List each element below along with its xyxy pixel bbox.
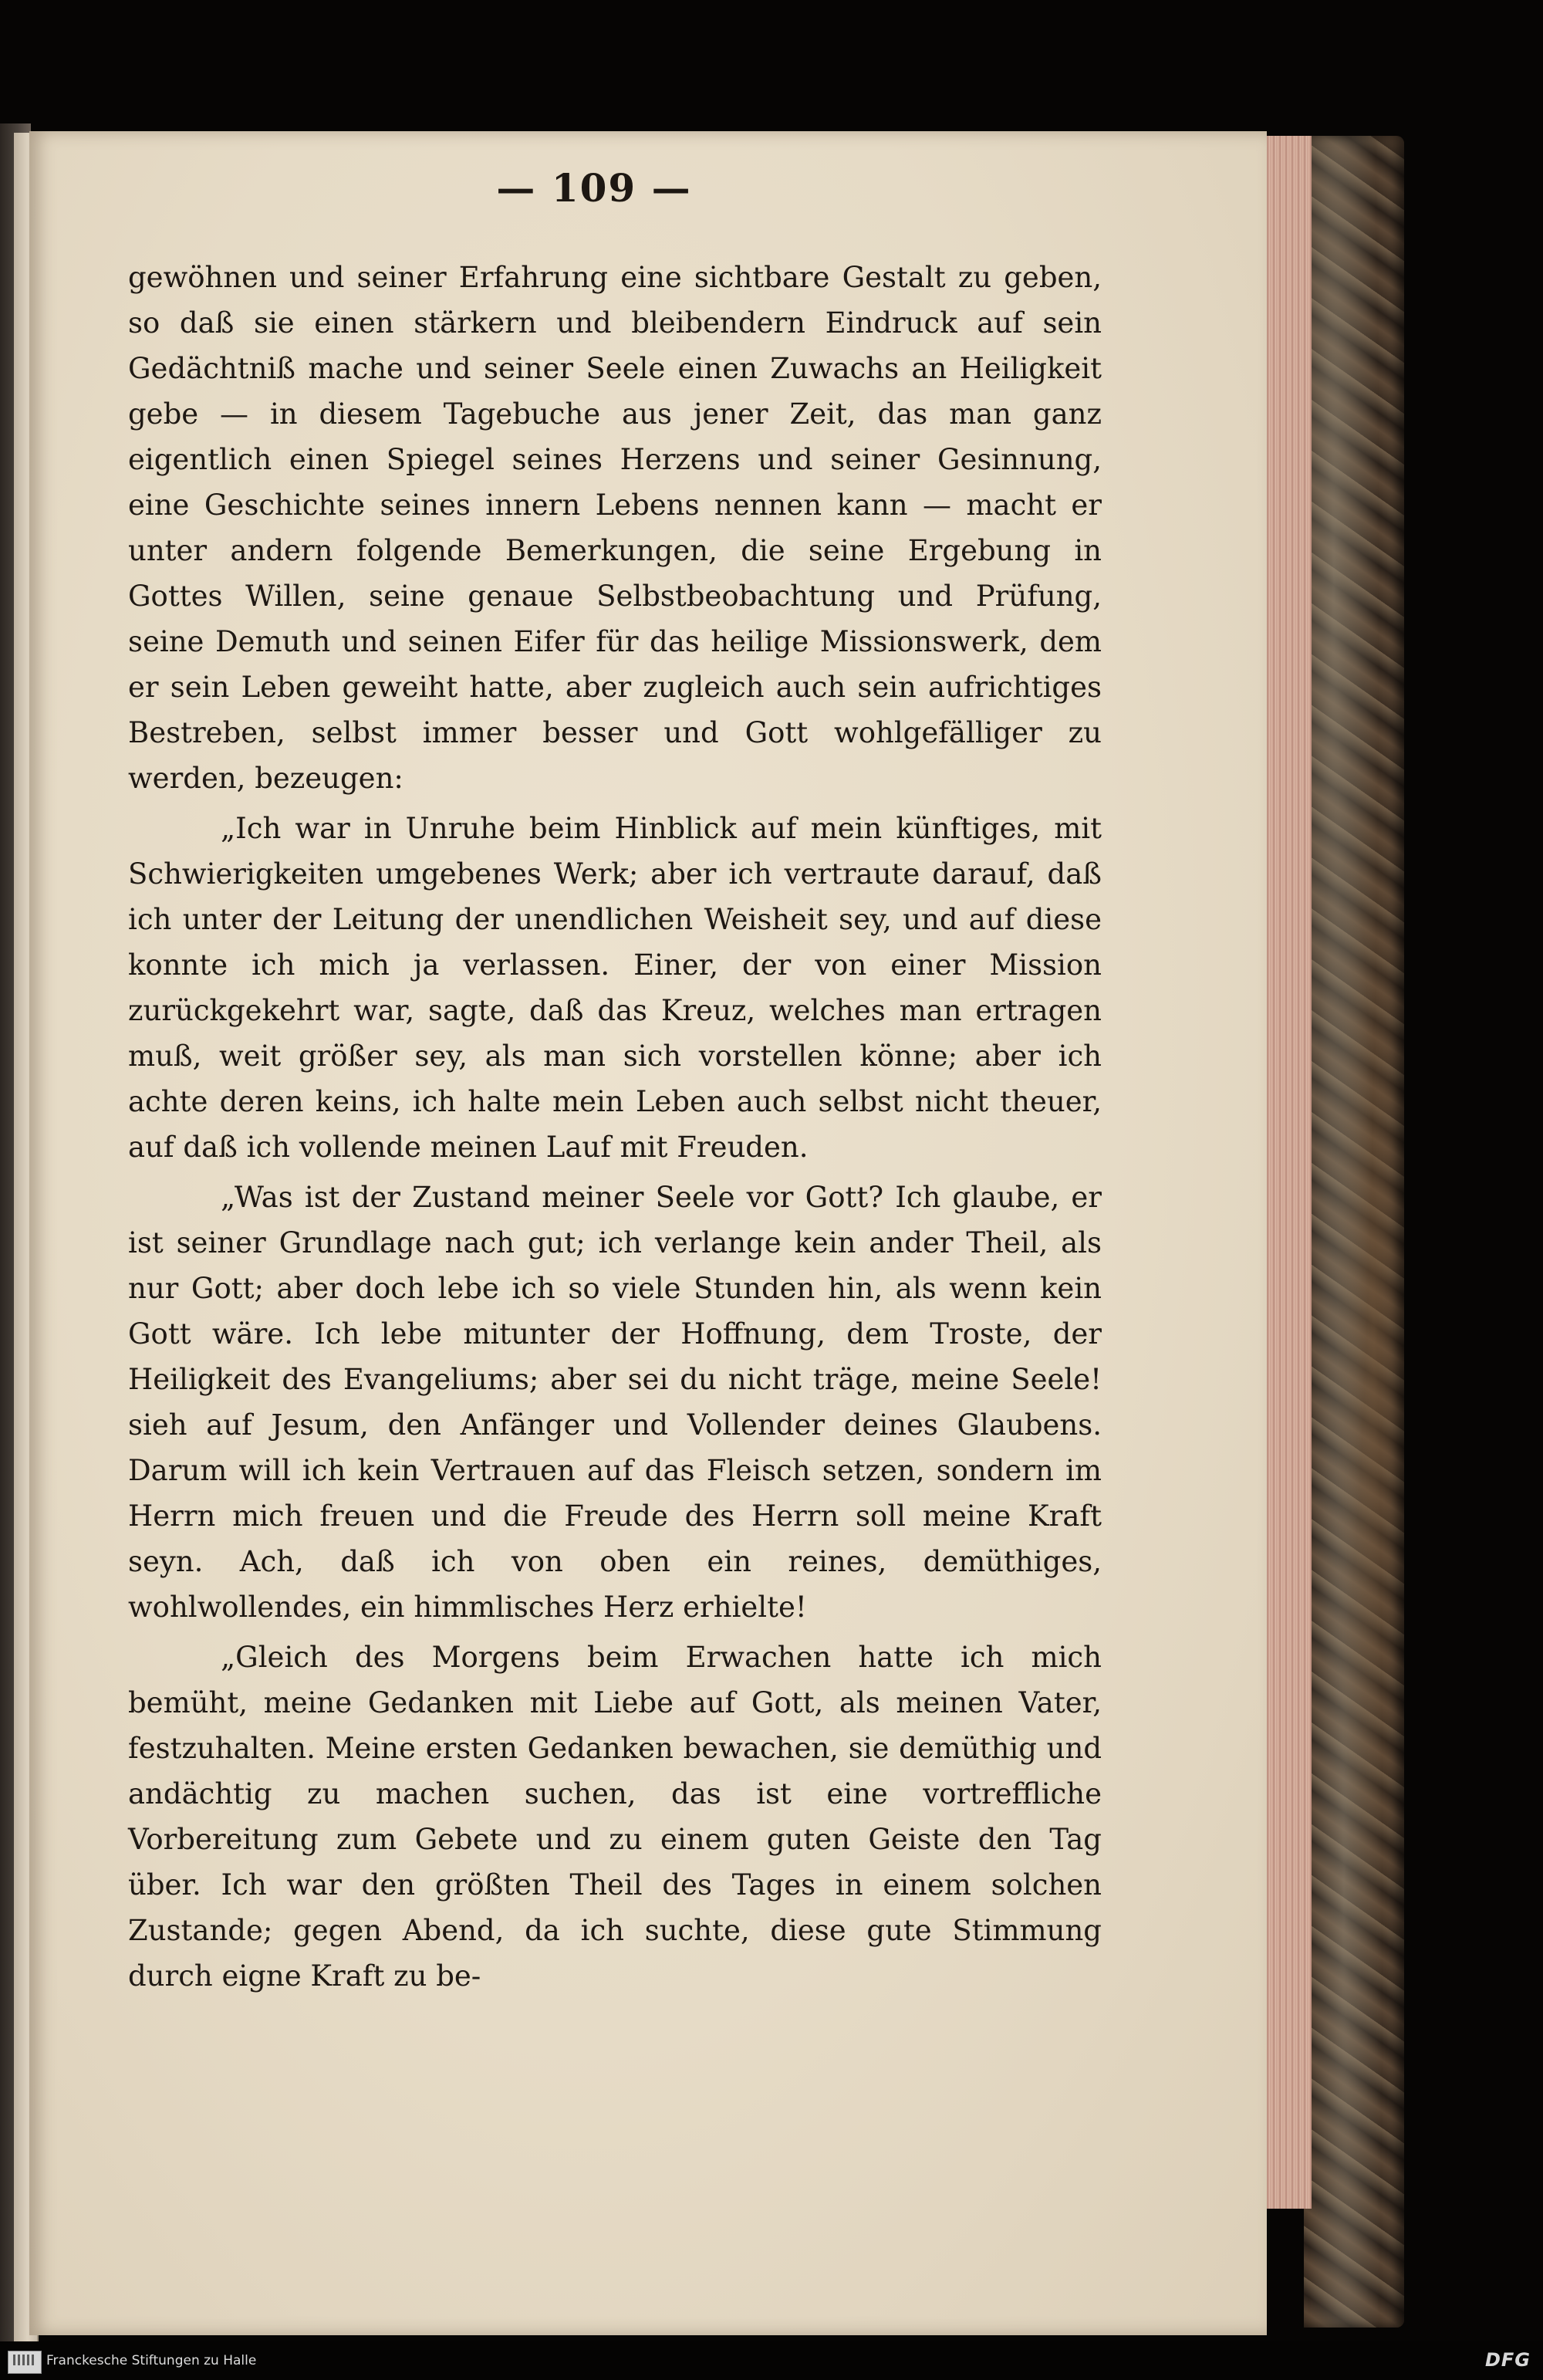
page-text: [128, 255, 1102, 1999]
paragraph-1: gewöhnen und seiner Erfahrung eine sichtbare Gestalt zu geben, so daß sie einen stärkern und bleibendern Eindruck auf sein Gedächtniß mache und seiner Seele einen Zuwachs an Heiligkeit gebe — in diesem Tagebuche aus jener Zeit, das man ganz eigentlich einen Spiegel seines Herzens und seiner Gesinnung, eine Geschichte seines innern Lebens nennen kann — macht er unter andern folgende Bemerkungen, die seine Ergebung in Gottes Willen, seine genaue Selbstbeobachtung und Prüfung, seine Demuth und seinen Eifer für das heilige Missionswerk, dem er sein Leben geweiht hatte, aber zugleich auch sein aufrichtiges Bestreben, selbst immer besser und Gott wohlgefälliger zu werden, bezeugen:: [128, 261, 1102, 795]
dfg-logo: DFG: [1484, 2349, 1531, 2371]
paragraph-4: „Gleich des Morgens beim Erwachen hatte ich mich bemüht, meine Gedanken mit Liebe auf Gott, als meinen Vater, festzuhalten. Meine ersten Gedanken bewachen, sie demüthig und andächtig zu machen suchen, das ist eine vortreffliche Vorbereitung zum Gebete und zu einem guten Geiste den Tag über. Ich war den größten Theil des Tages in einem solchen Zustande; gegen Abend, da ich suchte, diese gute Stimmung durch eigne Kraft zu be-: [128, 1641, 1102, 1993]
paragraph-2: „Ich war in Unruhe beim Hinblick auf mein künftiges, mit Schwierigkeiten umgebenes Werk; aber ich vertraute darauf, daß ich unter der Leitung der unendlichen Weisheit sey, und auf diese konnte ich mich ja verlassen. Einer, der von einer Mission zurückgekehrt war, sagte, daß das Kreuz, welches man ertragen muß, weit größer sey, als man sich vorstellen könne; aber ich achte deren keins, ich halte mein Leben auch selbst nicht theuer, auf daß ich vollende meinen Lauf mit Freuden.: [128, 812, 1102, 1164]
marbled-cover: [1304, 136, 1404, 2328]
footer-credit: Franckesche Stiftungen zu Halle: [46, 2353, 257, 2368]
page-number-header: — 109 —: [496, 165, 692, 211]
page-edges: [1262, 136, 1312, 2209]
paragraph-3: „Was ist der Zustand meiner Seele vor Gott? Ich glaube, er ist seiner Grundlage nach gut; ich verlange kein ander Theil, als nur Gott; aber doch lebe ich so viele Stunden hin, als wenn kein Gott wäre. Ich lebe mitunter der Hoffnung, dem Troste, der Heiligkeit des Evangeliums; aber sei du nicht träge, meine Seele! sieh auf Jesum, den Anfänger und Vollender deines Glaubens. Darum will ich kein Vertrauen auf das Fleisch setzen, sondern im Herrn mich freuen und die Freude des Herrn soll meine Kraft seyn. Ach, daß ich von oben ein reines, demüthiges, wohlwollendes, ein himmlisches Herz erhielte!: [128, 1181, 1102, 1624]
institution-logo-icon: [8, 2351, 42, 2374]
